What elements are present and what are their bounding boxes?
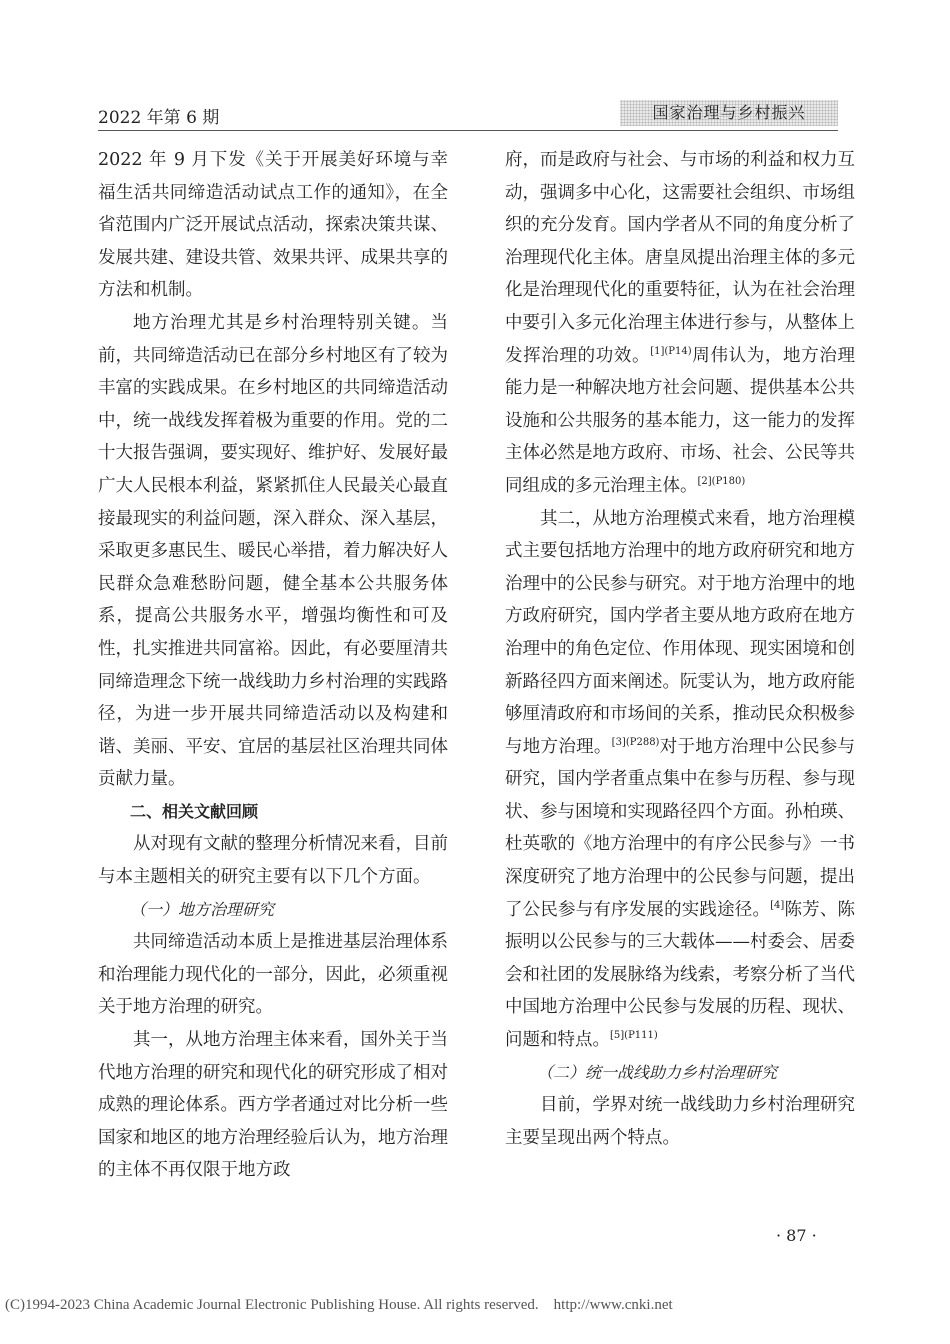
right-column [505, 144, 855, 1154]
header-divider [98, 130, 838, 131]
text-run: 周伟认为，地方治理能力是一种解决地方社会问题、提供基本公共设施和公共服务的基本能力，这一能力的发挥主体必然是地方政府、市场、社会、公民等共同组成的多元治理主体。 [505, 345, 856, 496]
paragraph: 目前，学界对统一战线助力乡村治理研究主要呈现出两个特点。 [505, 1095, 855, 1148]
copyright-footer: (C)1994-2023 China Academic Journal Electronic Publishing House. All rights reserved. http://www.cnki.net [5, 1297, 673, 1313]
citation: [1](P14) [650, 345, 692, 357]
paragraph: 地方治理尤其是乡村治理特别关键。当前，共同缔造活动已在部分乡村地区有了较为丰富的实践成果。在乡村地区的共同缔造活动中，统一战线发挥着极为重要的作用。党的二十大报告强调，要实现好、维护好、发展好最广大人民根本利益，紧紧抓住人民最关心最直接最现实的利益问题，深入群众、深入基层，采取更多惠民生、暖民心举措，着力解决好人民群众急难愁盼问题，健全基本公共服务体系，提高公共服务水平，增强均衡性和可及性，扎实推进共同富裕。因此，有必要厘清共同缔造理念下统一战线助力乡村治理的实践路径，为进一步开展共同缔造活动以及构建和谐、美丽、平安、宜居的基层社区治理共同体贡献力量。 [98, 312, 448, 790]
paragraph [505, 144, 855, 503]
text-run: 其二，从地方治理模式来看，地方治理模式主要包括地方治理中的地方政府研究和地方治理中的公民参与研究。对于地方治理中的地方政府研究，国内学者主要从地方政府在地方治理中的角色定位、作用体现、现实困境和创新路径四方面来阐述。阮雯认为，地方政府能够厘清政府和市场间的关系，推动民众积极参与地方治理。 [505, 508, 855, 757]
paragraph: 从对现有文献的整理分析情况来看，目前与本主题相关的研究主要有以下几个方面。 [98, 834, 448, 888]
paragraph: 共同缔造活动本质上是推进基层治理体系和治理能力现代化的一部分，因此，必须重视关于地方治理的研究。 [98, 932, 448, 1018]
citation: [5](P111) [610, 1030, 658, 1042]
section-heading: 二、相关文献回顾 [130, 801, 259, 821]
paragraph: 2022 年 9 月下发《关于开展美好环境与幸福生活共同缔造活动试点工作的通知》，在全省范围内广泛开展试点活动，探索决策共谋、发展共建、建设共管、效果共评、成果共享的方法和机制。 [98, 150, 448, 301]
subsection-heading: （一）地方治理研究 [130, 899, 275, 919]
citation: [2](P180) [697, 475, 746, 487]
citation: [3](P288) [611, 736, 660, 748]
text-run: 府，而是政府与社会、与市场的利益和权力互动，强调多中心化，这需要社会组织、市场组织的充分发育。国内学者从不同的角度分析了治理现代化主体。唐皇凤提出治理主体的多元化是治理现代化的重要特征，认为在社会治理中要引入多元化治理主体进行参与，从整体上发挥治理的功效。 [505, 150, 855, 366]
subsection-heading: （二）统一战线助力乡村治理研究 [537, 1062, 778, 1082]
citation: [4] [770, 899, 785, 911]
text-run: 陈芳、陈振明以公民参与的三大载体——村委会、居委会和社团的发展脉络为线索，考察分析了当代中国地方治理中公民参与发展的历程、现状、问题和特点。 [505, 899, 856, 1051]
page-number: · 87 · [776, 1226, 817, 1245]
paragraph [505, 503, 855, 1057]
section-banner: 国家治理与乡村振兴 [620, 100, 838, 126]
issue-label: 2022 年第 6 期 [98, 108, 220, 128]
text-run: 对于地方治理中公民参与研究，国内学者重点集中在参与历程、参与现状、参与困境和实现路径四个方面。孙柏瑛、杜英歌的《地方治理中的有序公民参与》一书深度研究了地方治理中的公民参与问题，提出了公民参与有序发展的实践途径。 [505, 736, 856, 920]
paragraph: 其一，从地方治理主体来看，国外关于当代地方治理的研究和现代化的研究形成了相对成熟的理论体系。西方学者通过对比分析一些国家和地区的地方治理经验后认为，地方治理的主体不再仅限于地方政 [98, 1030, 448, 1181]
left-column [98, 144, 448, 1187]
